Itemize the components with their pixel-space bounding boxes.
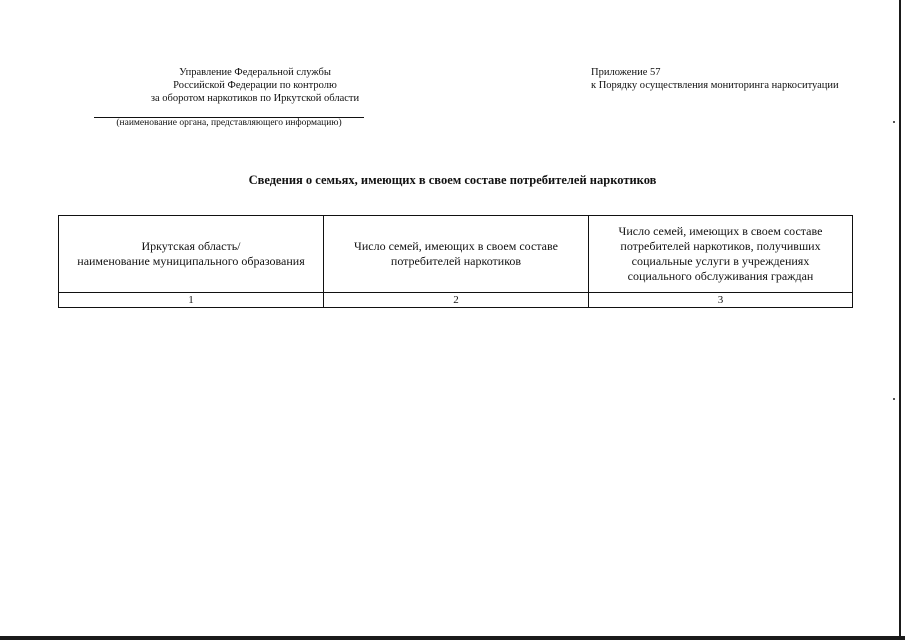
column-number: 3: [589, 293, 853, 308]
document-title: Сведения о семьях, имеющих в своем составе потребителей наркотиков: [248, 173, 657, 187]
scan-edge-right: [899, 0, 901, 636]
column-number: 2: [324, 293, 589, 308]
column-header-region: [59, 216, 324, 293]
column-header-line: наименование муниципального образования: [77, 254, 305, 268]
column-header-line: социальные услуги в учреждениях: [631, 254, 810, 268]
column-number: 1: [59, 293, 324, 308]
data-table: [58, 215, 853, 308]
organization-name: [130, 66, 380, 105]
scan-edge-bottom: [0, 636, 905, 640]
scan-speck: [893, 398, 895, 400]
organization-line: Российской Федерации по контролю: [173, 80, 337, 91]
column-header-line: социального обслуживания граждан: [627, 269, 814, 283]
organization-line: Управление Федеральной службы: [179, 67, 331, 78]
column-number-row: [59, 293, 853, 308]
scan-speck: [893, 121, 895, 123]
column-header-line: потребителей наркотиков: [390, 254, 522, 268]
organization-line: за оборотом наркотиков по Иркутской области: [150, 93, 360, 104]
column-header-families-count: [324, 216, 589, 293]
appendix-note: [591, 66, 839, 92]
column-header-line: Иркутская область/: [141, 239, 241, 253]
column-header-line: Число семей, имеющих в своем составе: [354, 239, 558, 253]
appendix-reference: к Порядку осуществления мониторинга наркоситуации: [591, 80, 839, 91]
table-header-row: [59, 216, 853, 293]
column-header-line: потребителей наркотиков, получивших: [620, 239, 821, 253]
column-header-families-social-services: [589, 216, 853, 293]
appendix-number: Приложение 57: [591, 67, 661, 78]
organization-caption: (наименование органа, представляющего информацию): [116, 118, 342, 128]
column-header-line: Число семей, имеющих в своем составе: [618, 224, 823, 238]
